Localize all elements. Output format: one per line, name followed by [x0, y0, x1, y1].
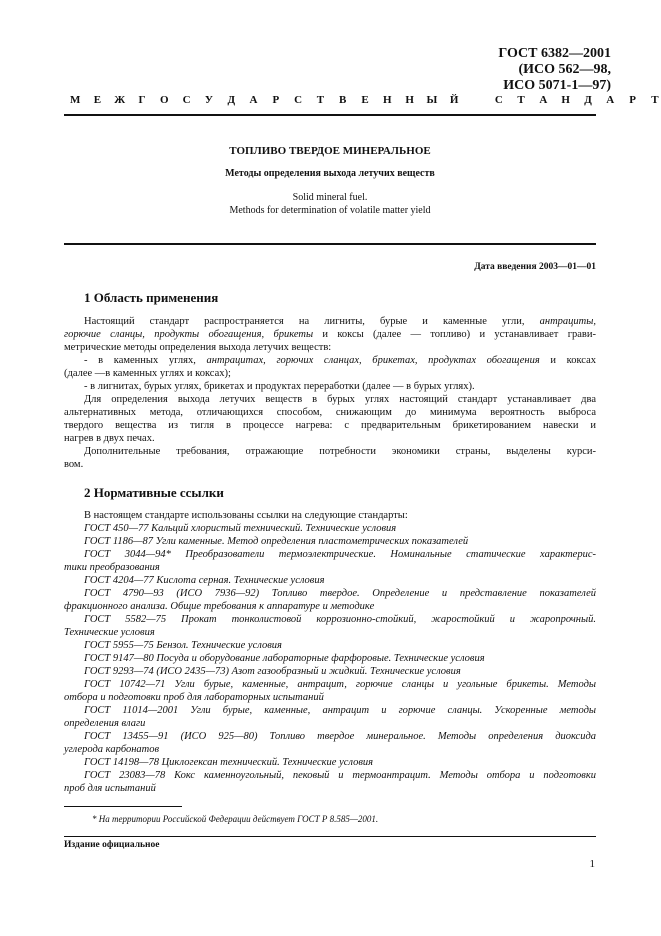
section-1-heading: 1 Область применения — [84, 290, 219, 305]
banner-letter: Д — [584, 94, 592, 106]
reference-gost-10742-line-1: ГОСТ 10742—71 Угли бурые, каменные, антрацит, горючие сланцы и угольные брикеты. Методы — [84, 679, 596, 690]
edition-rule — [64, 836, 596, 837]
banner-letter: Р — [272, 94, 280, 106]
reference-gost-23083-line-2: проб для испытаний — [64, 783, 156, 794]
reference-gost-450: ГОСТ 450—77 Кальций хлористый технический. Технические условия — [84, 523, 397, 534]
header-rule — [64, 114, 596, 116]
section-1-line-1: Настоящий стандарт распространяется на лигниты, бурые и каменные угли, антрациты, — [84, 316, 596, 327]
banner-letter: А — [606, 94, 615, 106]
section-1-line-7: Для определения выхода летучих веществ в бурых углях настоящий стандарт устанавливает два — [84, 394, 596, 405]
banner-letter: С — [182, 94, 191, 106]
reference-gost-5582-line-2: Технические условия — [64, 627, 155, 638]
reference-gost-4204: ГОСТ 4204—77 Кислота серная. Технические условия — [84, 575, 325, 586]
reference-gost-1186: ГОСТ 1186—87 Угли каменные. Метод определения пластометрических показателей — [84, 536, 469, 547]
section-1-line-6: - в лигнитах, бурых углях, брикетах и продуктах переработки (далее — в бурых углях). — [84, 381, 475, 392]
reference-gost-11014-line-2: определения влаги — [64, 718, 146, 729]
reference-gost-9293: ГОСТ 9293—74 (ИСО 2435—73) Азот газообразный и жидкий. Технические условия — [84, 666, 461, 677]
reference-gost-4790-line-2: фракционного анализа. Общие требования к аппаратуре и методике — [64, 601, 375, 612]
banner-letter: А — [249, 94, 258, 106]
banner-letter: Ы — [426, 94, 438, 106]
reference-gost-3044-line-1: ГОСТ 3044—94* Преобразователи термоэлектрические. Номинальные статические характерис- — [84, 549, 596, 560]
section-1-line-5: (далее —в каменных углях и коксах); — [64, 368, 231, 379]
section-1-line-8: альтернативных метода, отличающихся способом, снижающим до минимума вероятность выброса — [64, 407, 596, 418]
reference-gost-13455-line-1: ГОСТ 13455—91 (ИСО 925—80) Топливо твердое минеральное. Методы определения диоксида — [84, 731, 596, 742]
official-edition-label: Издание официальное — [64, 840, 160, 850]
reference-gost-13455-line-2: углерода карбонатов — [64, 744, 160, 755]
banner-letter: Н — [383, 94, 392, 106]
section-1-line-2: горючие сланцы, продукты обогащения, брикеты и коксы (далее — топливо) и устанавливает грави- — [64, 329, 596, 340]
reference-gost-5582-line-1: ГОСТ 5582—75 Прокат тонколистовой коррозионно-стойкий, жаростойкий и жаропрочный. — [84, 614, 596, 625]
reference-gost-4790-line-1: ГОСТ 4790—93 (ИСО 7936—92) Топливо твердое. Определение и представление показателей — [84, 588, 596, 599]
banner-letter: В — [339, 94, 347, 106]
reference-gost-9147: ГОСТ 9147—80 Посуда и оборудование лабораторные фарфоровые. Технические условия — [84, 653, 485, 664]
banner-letter: С — [494, 94, 503, 106]
document-subtitle: Методы определения выхода летучих веществ — [225, 168, 435, 179]
banner-letter: М — [69, 94, 81, 106]
reference-gost-23083-line-1: ГОСТ 23083—78 Кокс каменноугольный, пековый и термоантрацит. Методы отбора и подготовки — [84, 770, 596, 781]
section-1-line-11: Дополнительные требования, отражающие потребности экономики страны, выделены курси- — [84, 446, 596, 457]
banner-letter: С — [294, 94, 303, 106]
page-number: 1 — [589, 858, 595, 870]
standard-code-line-3: ИСО 5071-1—97) — [503, 78, 611, 93]
document-title: ТОПЛИВО ТВЕРДОЕ МИНЕРАЛЬНОЕ — [229, 145, 431, 157]
section-1-line-4: - в каменных углях, антрацитах, горючих сланцах, брикетах, продуктах обогащения и коксах — [84, 355, 596, 366]
banner-letter: Г — [138, 94, 146, 106]
section-1-line-10: нагрев в двух печах. — [64, 433, 155, 444]
english-title-line-1: Solid mineral fuel. — [292, 192, 368, 203]
introduction-date: Дата введения 2003—01—01 — [474, 262, 596, 272]
title-rule — [64, 243, 596, 245]
interstate-standard-banner — [64, 94, 661, 106]
reference-gost-10742-line-2: отбора и подготовки проб для лабораторных испытаний — [64, 692, 324, 703]
reference-gost-3044-line-2: тики преобразования — [64, 562, 160, 573]
banner-letter: Д — [227, 94, 236, 106]
banner-letter — [465, 94, 487, 106]
reference-gost-5955: ГОСТ 5955—75 Бензол. Технические условия — [84, 640, 282, 651]
section-1-line-12: вом. — [64, 459, 84, 470]
banner-letter: Н — [561, 94, 570, 106]
banner-letter: Т — [651, 94, 659, 106]
banner-letter: Т — [517, 94, 525, 106]
footnote-separator — [64, 806, 182, 807]
banner-letter: Й — [449, 94, 459, 106]
section-2-intro: В настоящем стандарте использованы ссылки на следующие стандарты: — [84, 510, 408, 521]
english-title-line-2: Methods for determination of volatile matter yield — [229, 205, 431, 216]
section-1-line-3: метрические методы определения выхода летучих веществ: — [64, 342, 332, 353]
section-1-line-9: твердого вещества из тигля в процессе нагрева: с предварительным брикетированием навески и — [64, 420, 596, 431]
banner-letter: Ж — [114, 94, 126, 106]
banner-letter: Т — [316, 94, 325, 106]
banner-letter: Е — [93, 94, 102, 106]
reference-gost-11014-line-1: ГОСТ 11014—2001 Угли бурые, каменные, антрацит и горючие сланцы. Ускоренные методы — [84, 705, 596, 716]
banner-letter: А — [539, 94, 548, 106]
banner-letter: Н — [405, 94, 414, 106]
banner-letter: У — [204, 94, 213, 106]
reference-gost-14198: ГОСТ 14198—78 Циклогексан технический. Технические условия — [84, 757, 374, 768]
footnote: * На территории Российской Федерации действует ГОСТ Р 8.585—2001. — [92, 814, 379, 824]
section-2-heading: 2 Нормативные ссылки — [84, 485, 224, 500]
standard-code-line-2: (ИСО 562—98, — [518, 62, 611, 77]
banner-letter: Е — [361, 94, 369, 106]
banner-letter: О — [160, 94, 169, 106]
banner-letter: Р — [629, 94, 636, 106]
standard-code-line-1: ГОСТ 6382—2001 — [498, 46, 611, 61]
